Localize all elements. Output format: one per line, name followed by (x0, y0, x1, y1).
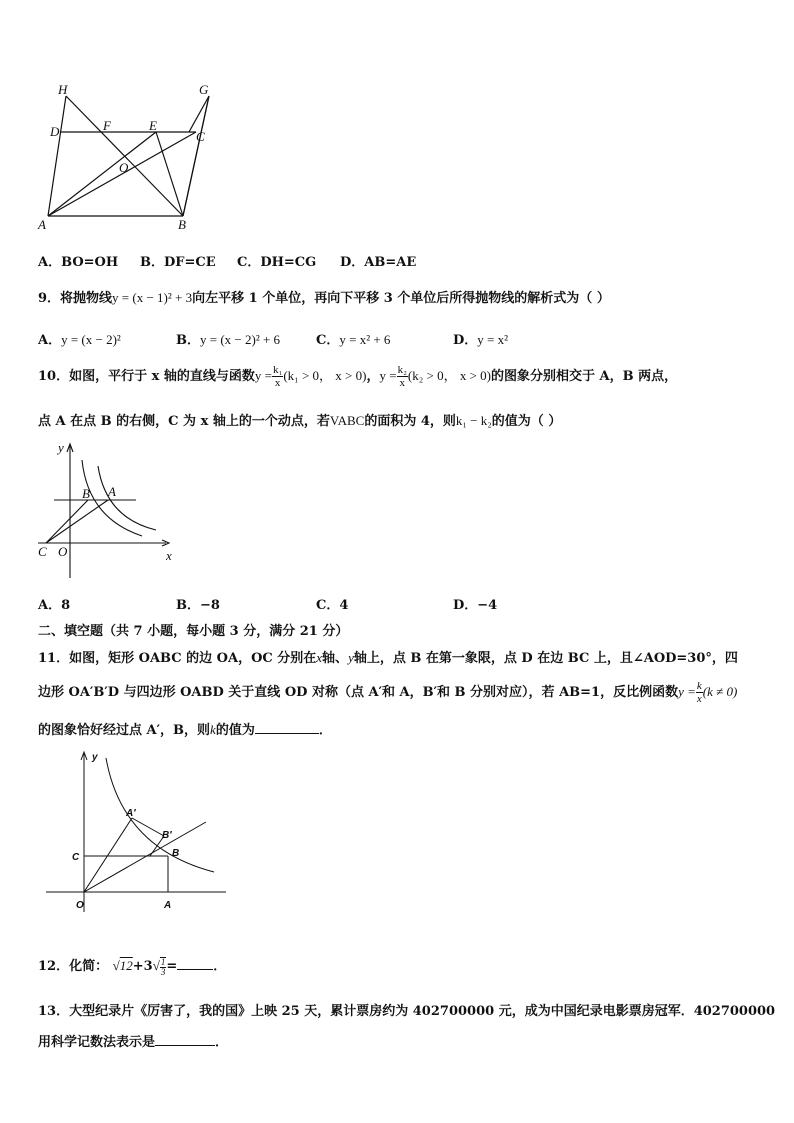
q11-label-C: C (72, 852, 80, 863)
q8-option-a: A．BO=OH (38, 255, 119, 270)
label-A: A (38, 217, 46, 232)
label-F: F (103, 118, 111, 133)
label-O: O (119, 160, 129, 175)
q9-option-d: D．y = x² (453, 332, 509, 348)
q10-fraction-k1: $\frac{\text{k₁}}{x}$ (273, 364, 283, 389)
q11-label-O: O (76, 900, 84, 911)
q11-label-B: B (172, 848, 180, 859)
q11-answer-blank (255, 722, 319, 734)
q10-stem-line1: 10．如图，平行于 x 轴的直线与函数y = $\frac{\text{k₁}}{x}$ (k₁ > 0， x > 0)，y = $\frac{\text{k₂}}{x}$ (k₂ > 0， x > 0)的图象分别相交于 A，B 两点， (38, 364, 678, 389)
q8-option-b: B．DF=CE (140, 255, 216, 270)
q12-line: 12．化简： √12+3√ $\frac{1}{3}$ = ． (38, 956, 227, 977)
q10-figure (36, 438, 180, 578)
q12-fraction: $\frac{1}{3}$ (160, 956, 166, 977)
section-heading: 二、填空题（共 7 小题，每小题 3 分，满分 21 分） (38, 624, 349, 639)
q10-label-B: B (82, 486, 90, 501)
q11-label-y: y (92, 752, 98, 763)
q11-line3: 的图象恰好经过点 A′，B，则k的值为 ． (38, 722, 332, 738)
q10-label-y: y (58, 440, 64, 455)
sqrt-12: √12 (112, 958, 133, 973)
label-D: D (50, 124, 60, 139)
q11-line2: 边形 OA′B′D 与四边形 OABD 关于直线 OD 对称（点 A′和 A，B′和 B 分别对应），若 AB=1，反比例函数y = $\frac{k}{x}$ (k ≠ 0) (38, 680, 738, 705)
q11-label-A-prime: A′ (126, 808, 136, 819)
label-H: H (58, 82, 68, 97)
q8-option-c: C．DH=CG (237, 255, 317, 270)
label-E: E (149, 118, 157, 133)
q11-label-A: A (164, 900, 172, 911)
q9-option-c: C．y = x² + 6 (316, 332, 391, 348)
q9-stem: 9．将抛物线y = (x − 1)² + 3向左平移 1 个单位，再向下平移 3 个单位后所得抛物线的解析式为（ ） (38, 290, 610, 306)
q10-label-x: x (166, 548, 172, 563)
q10-fraction-k2: $\frac{\text{k₂}}{x}$ (397, 364, 407, 389)
q10-label-O: O (58, 544, 68, 559)
label-B: B (178, 217, 186, 232)
q11-figure (44, 748, 232, 914)
q8-figure (36, 82, 226, 234)
q9-equation: y = (x − 1)² + 3 (112, 290, 193, 305)
q9-option-b: B．y = (x − 2)² + 6 (176, 332, 281, 348)
q13-line1: 13．大型纪录片《厉害了，我的国》上映 25 天，累计票房约为 402700000 元，成为中国纪录电影票房冠军．402700000 (38, 1004, 776, 1019)
q13-line2: 用科学记数法表示是 ． (38, 1035, 229, 1050)
q8-option-d: D．AB=AE (340, 255, 417, 270)
q10-label-A: A (108, 484, 116, 499)
label-C: C (196, 129, 205, 144)
q10-option-b: B．−8 (176, 598, 220, 613)
q10-option-a: A．8 (38, 598, 71, 613)
q12-answer-blank (177, 958, 213, 970)
q9-option-a: A．y = (x − 2)² (38, 332, 121, 348)
label-G: G (199, 82, 209, 97)
q10-option-d: D．−4 (453, 598, 498, 613)
q11-line1: 11．如图，矩形 OABC 的边 OA，OC 分别在x轴、y轴上，点 B 在第一象限，点 D 在边 BC 上，且∠AOD=30°，四 (38, 650, 738, 666)
q10-option-c: C．4 (316, 598, 349, 613)
q13-answer-blank (155, 1034, 215, 1046)
q10-label-C: C (38, 544, 47, 559)
q11-label-B-prime: B′ (162, 830, 172, 841)
q11-fraction-k: $\frac{k}{x}$ (696, 680, 702, 705)
q10-stem-line2: 点 A 在点 B 的右侧，C 为 x 轴上的一个动点，若VABC的面积为 4，则k₁ − k₂的值为（ ） (38, 413, 562, 429)
